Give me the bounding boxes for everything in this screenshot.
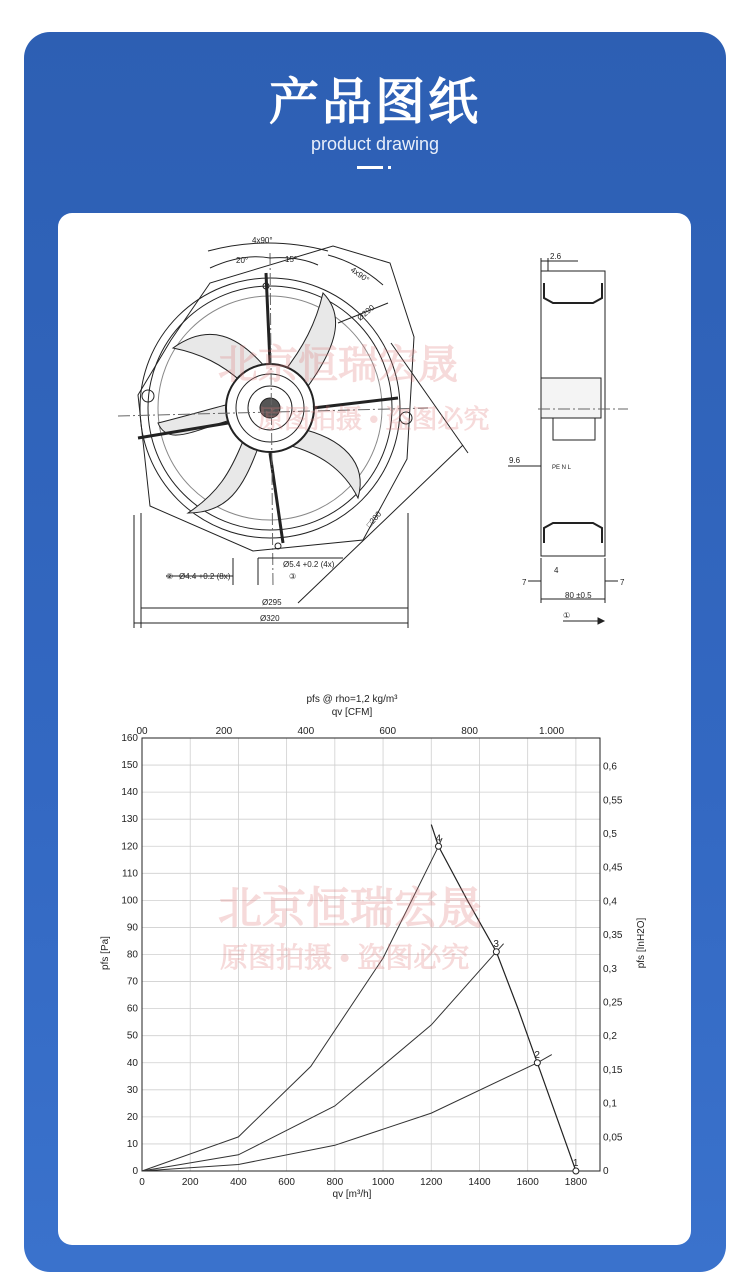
dim-9-6-label: 9.6 bbox=[509, 456, 521, 465]
y2-tick-label: 0,55 bbox=[603, 795, 623, 807]
y-tick-label: 140 bbox=[121, 787, 138, 799]
y-axis-label: pfs [Pa] bbox=[100, 936, 111, 970]
top-tick-label: 00 bbox=[136, 726, 148, 737]
top-tick-label: 600 bbox=[379, 726, 397, 737]
dim-2-6-label: 2.6 bbox=[550, 252, 562, 261]
x-tick-label: 1600 bbox=[516, 1177, 539, 1188]
callout-2-label: ② bbox=[166, 572, 174, 581]
hole-large-label: Ø5.4 +0.2 (4x) bbox=[283, 560, 335, 569]
y-tick-label: 80 bbox=[126, 949, 138, 961]
operating-point-label-2: 2 bbox=[534, 1049, 540, 1061]
angle-right-label: 4x90° bbox=[348, 265, 371, 285]
angle-top-label: 4x90° bbox=[252, 236, 273, 245]
y-tick-label: 30 bbox=[126, 1084, 138, 1096]
angle-15-label: 15° bbox=[285, 255, 298, 264]
y2-tick-label: 0,5 bbox=[603, 828, 617, 840]
y2-axis-label: pfs [InH2O] bbox=[636, 917, 647, 969]
hole-small-label: Ø4.4 +0.2 (8x) bbox=[179, 572, 231, 581]
dim-7a-label: 7 bbox=[522, 578, 527, 587]
operating-point-label-3: 3 bbox=[493, 938, 499, 950]
operating-point-label-1: 1 bbox=[572, 1158, 579, 1169]
y-tick-label: 70 bbox=[126, 976, 138, 988]
dim-80-label: 80 ±0.5 bbox=[565, 591, 592, 600]
blade-4 bbox=[188, 441, 258, 513]
x-axis-label: qv [m³/h] bbox=[332, 1189, 372, 1200]
y-tick-label: 50 bbox=[126, 1030, 138, 1042]
dia-295-label: Ø295 bbox=[262, 598, 282, 607]
x-tick-label: 1400 bbox=[468, 1177, 491, 1188]
y2-tick-label: 0,2 bbox=[603, 1031, 617, 1043]
top-tick-label: 800 bbox=[461, 726, 478, 737]
system-curve-2 bbox=[142, 1055, 552, 1171]
y-tick-label: 10 bbox=[126, 1138, 138, 1150]
y-tick-label: 60 bbox=[126, 1003, 138, 1015]
fan-front-view bbox=[118, 243, 468, 628]
title-underline-dot bbox=[388, 166, 391, 169]
y2-tick-label: 0,05 bbox=[603, 1132, 623, 1144]
watermark-chart-line1: 北京恒瑞宏晟 bbox=[218, 884, 482, 933]
square-280-dim bbox=[298, 445, 463, 603]
x-tick-label: 200 bbox=[181, 1177, 199, 1188]
watermark-chart-line2: 原图拍摄 • 盗图必究 bbox=[220, 942, 470, 973]
callout-3-label: ③ bbox=[289, 572, 297, 581]
x-tick-label: 600 bbox=[278, 1177, 295, 1188]
terminal-block bbox=[553, 418, 595, 440]
y2-tick-label: 0,35 bbox=[603, 930, 623, 942]
x-tick-label: 1000 bbox=[371, 1177, 395, 1188]
y2-tick-label: 0,25 bbox=[603, 997, 623, 1009]
angle-20-label: 20° bbox=[236, 256, 249, 265]
dia-320-label: Ø320 bbox=[260, 614, 280, 623]
page-title: 产品图纸 bbox=[269, 73, 481, 131]
fan-curve bbox=[431, 825, 576, 1171]
dim-4-label: 4 bbox=[554, 566, 559, 575]
motor-box bbox=[541, 378, 601, 418]
fan-side-view bbox=[508, 258, 628, 624]
dim-7b-label: 7 bbox=[620, 578, 625, 587]
y2-tick-label: 0 bbox=[603, 1166, 609, 1177]
flow-callout-label: ① bbox=[563, 611, 571, 620]
x-tick-label: 800 bbox=[326, 1177, 344, 1188]
y-tick-label: 20 bbox=[126, 1111, 138, 1123]
x-tick-label: 0 bbox=[139, 1177, 145, 1188]
chart-title: pfs @ rho=1,2 kg/m³ bbox=[306, 694, 398, 705]
y-tick-label: 120 bbox=[121, 841, 138, 853]
content-card bbox=[58, 213, 691, 1245]
y2-tick-label: 0,45 bbox=[603, 862, 623, 874]
operating-point-label-4: 4 bbox=[435, 833, 442, 845]
y-tick-label: 100 bbox=[121, 895, 138, 907]
page-subtitle: product drawing bbox=[310, 134, 440, 154]
y2-tick-label: 0,15 bbox=[603, 1064, 623, 1076]
y2-tick-label: 0,6 bbox=[603, 761, 617, 773]
y-tick-label: 40 bbox=[126, 1057, 138, 1069]
watermark-top-line1: 北京恒瑞宏晟 bbox=[218, 343, 458, 387]
y-tick-label: 0 bbox=[132, 1166, 138, 1177]
y2-tick-label: 0,1 bbox=[603, 1098, 617, 1110]
system-curve-3 bbox=[142, 944, 504, 1171]
top-tick-label: 200 bbox=[215, 726, 233, 737]
title-underline bbox=[357, 166, 383, 169]
square-280-label: □280 bbox=[364, 509, 384, 530]
y2-tick-label: 0,3 bbox=[603, 963, 617, 975]
top-tick-label: 1.000 bbox=[539, 726, 565, 737]
y-tick-label: 150 bbox=[121, 760, 138, 772]
x-tick-label: 400 bbox=[230, 1177, 247, 1188]
dia-290-label: Ø290 bbox=[355, 303, 377, 323]
top-axis-label: qv [CFM] bbox=[331, 707, 373, 718]
y2-tick-label: 0,4 bbox=[603, 896, 617, 908]
y-tick-label: 130 bbox=[121, 814, 138, 826]
x-tick-label: 1800 bbox=[564, 1177, 588, 1188]
terminal-labels: PE N L bbox=[552, 465, 572, 471]
watermark-top-line2: 原图拍摄 • 盗图必究 bbox=[258, 404, 490, 434]
card-canvas bbox=[58, 213, 691, 1245]
top-tick-label: 400 bbox=[297, 726, 315, 737]
side-view-labels bbox=[509, 252, 625, 620]
y-tick-label: 110 bbox=[122, 868, 138, 880]
y-tick-label: 160 bbox=[121, 733, 138, 744]
y-tick-label: 90 bbox=[126, 922, 138, 934]
x-tick-label: 1200 bbox=[420, 1177, 443, 1188]
